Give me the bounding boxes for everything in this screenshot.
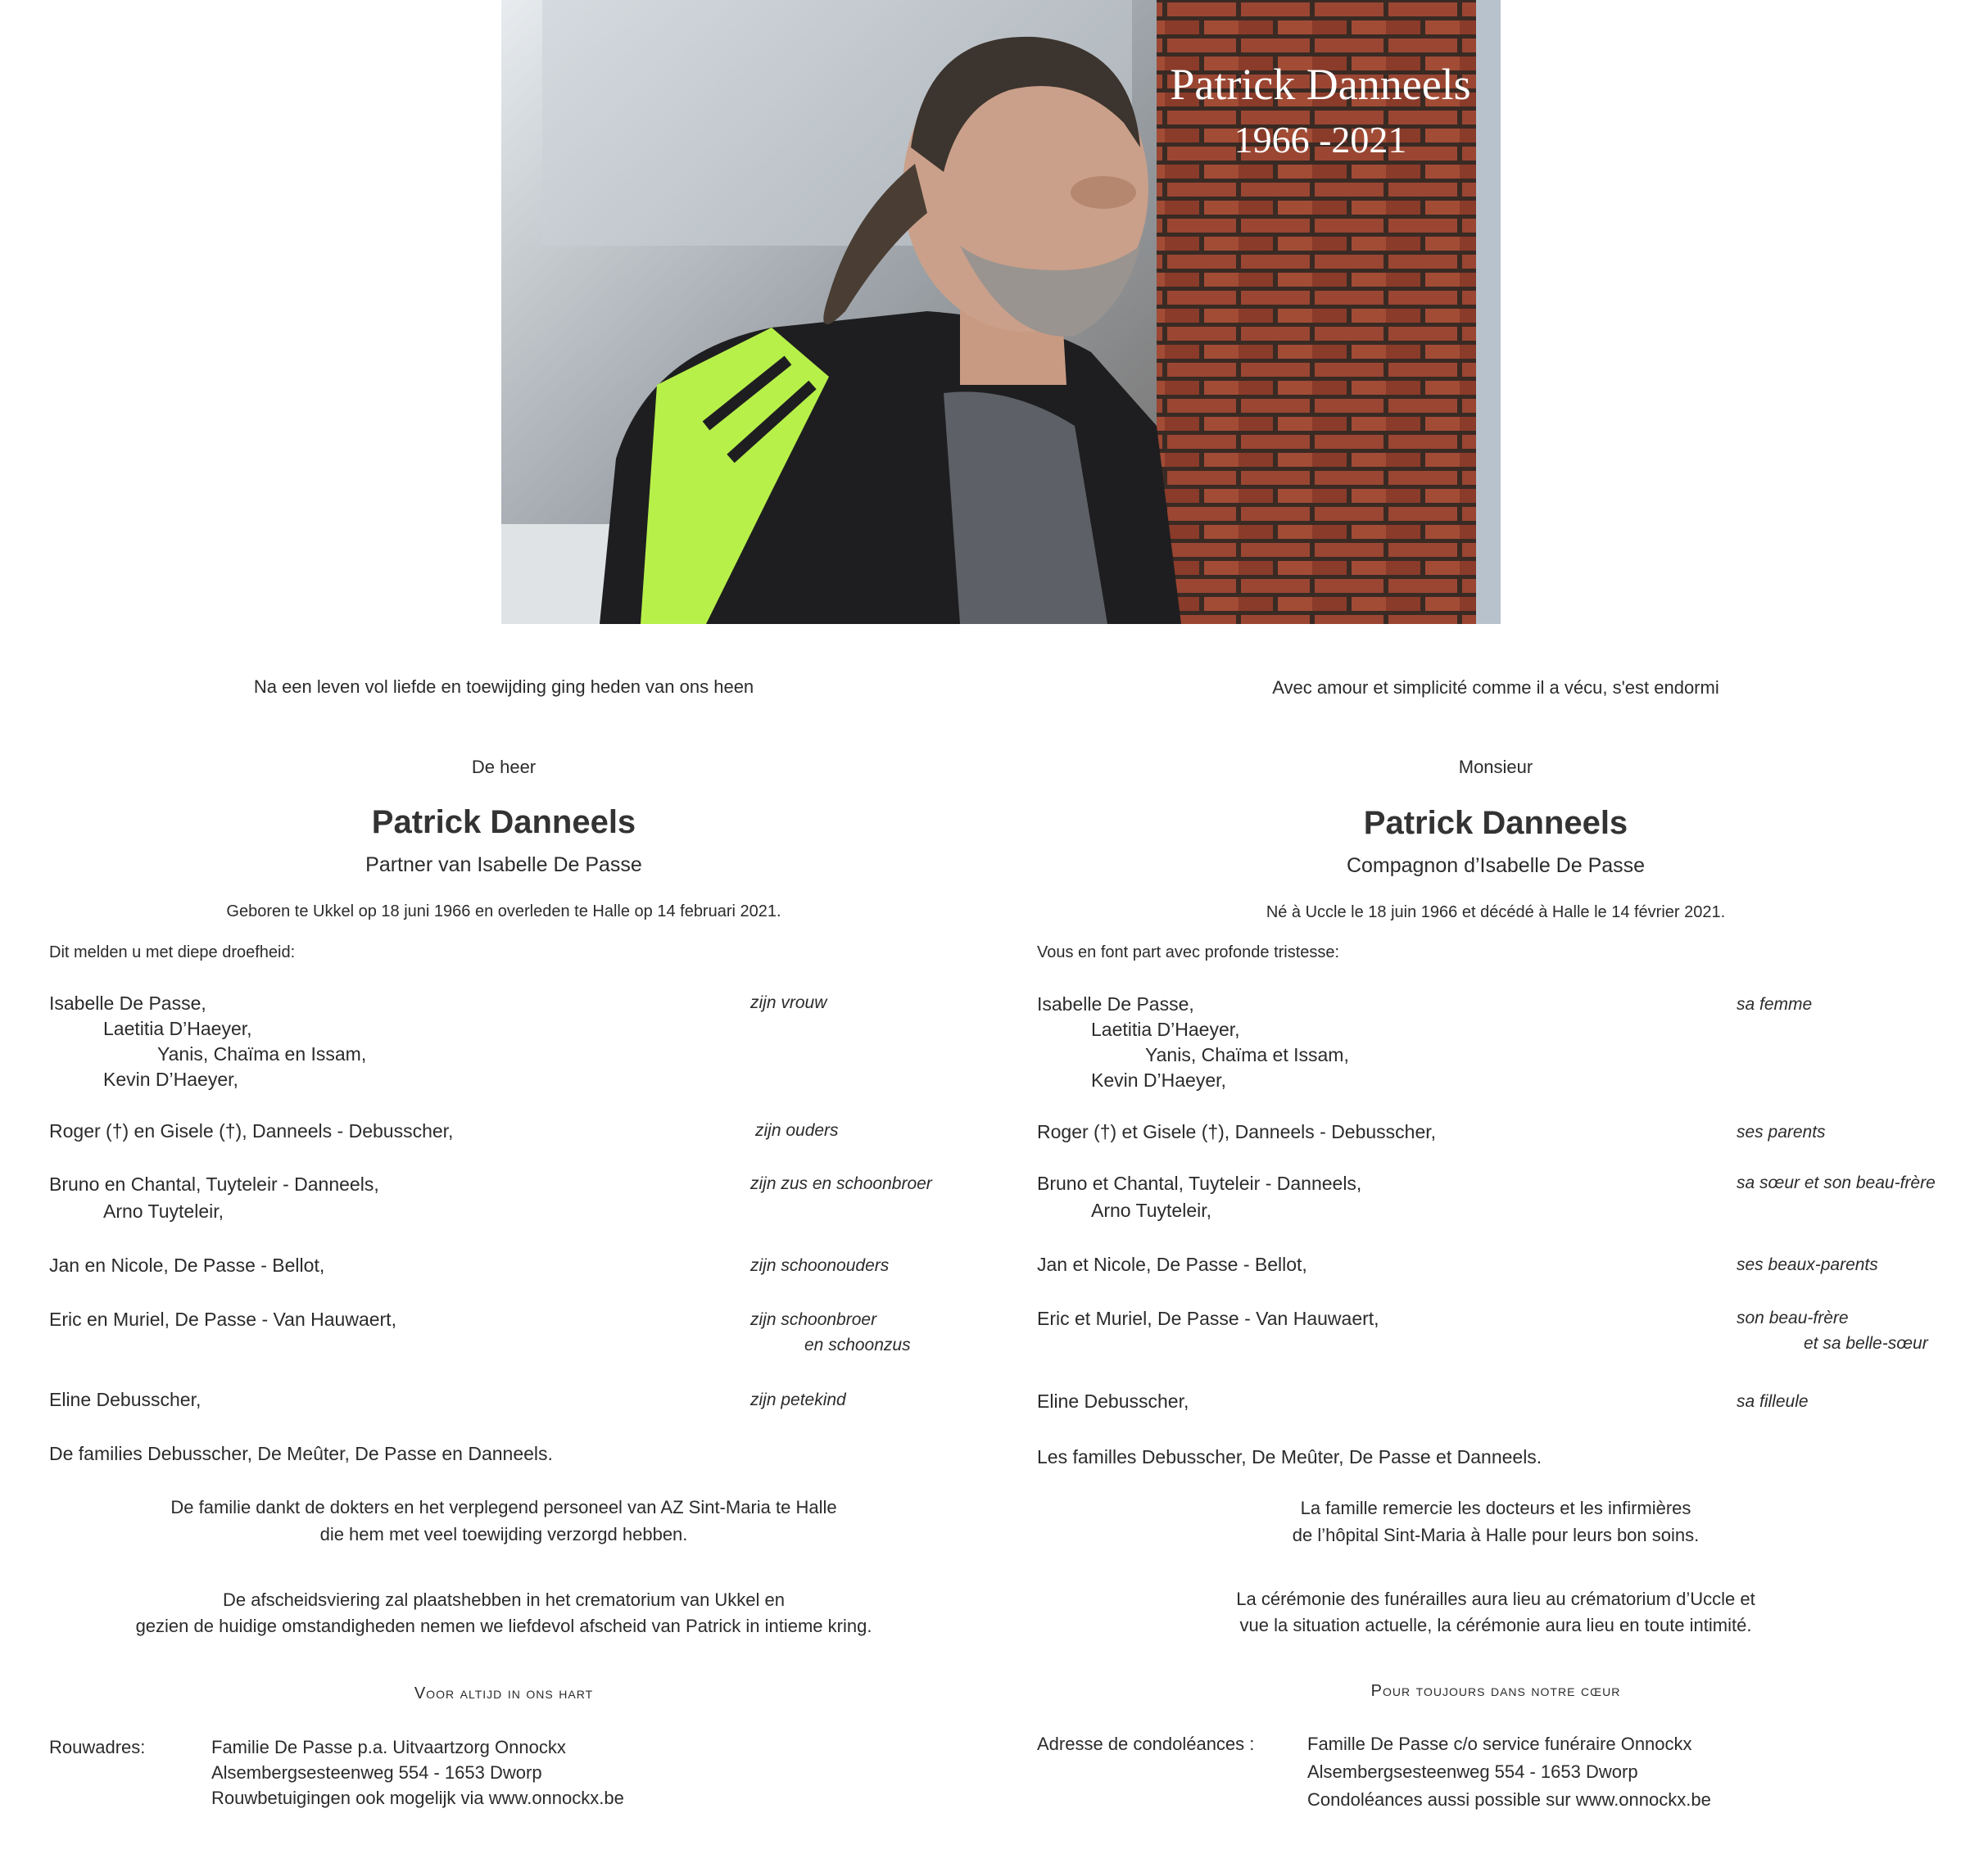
address-line: Alsembergsesteenweg 554 - 1653 Dworp xyxy=(1307,1761,1638,1782)
address-line: Famille De Passe c/o service funéraire Onnockx xyxy=(1307,1734,1692,1754)
intro-text: Avec amour et simplicité comme il a vécu, s'est endormi xyxy=(1272,677,1719,698)
relation-label: zijn ouders xyxy=(755,1121,839,1140)
thanks-line: De familie dankt de dokters en het verplegend personeel van AZ Sint-Maria te Halle xyxy=(170,1497,837,1517)
intro-text: Na een leven vol liefde en toewijding ging heden van ons heen xyxy=(253,676,754,697)
family-line: Yanis, Chaïma en Issam, xyxy=(157,1043,367,1065)
relation-label: en schoonzus xyxy=(804,1336,911,1354)
family-line: Arno Tuyteleir, xyxy=(103,1201,224,1222)
relation-label: sa filleule xyxy=(1737,1392,1809,1411)
relation-label: et sa belle-sœur xyxy=(1804,1334,1928,1353)
announce-line: Dit melden u met diepe droefheid: xyxy=(49,943,296,961)
thanks-line: La famille remercie les docteurs et les infirmières xyxy=(1300,1498,1691,1518)
photo-years: 1966 -2021 xyxy=(1234,118,1407,161)
families-line: De families Debusscher, De Meûter, De Passe en Danneels. xyxy=(49,1443,553,1464)
relation-label: sa sœur et son beau-frère xyxy=(1737,1173,1936,1192)
relation-label: ses beaux-parents xyxy=(1737,1255,1878,1274)
ceremony-line: De afscheidsviering zal plaatshebben in het crematorium van Ukkel en xyxy=(222,1589,786,1610)
family-line: Isabelle De Passe, xyxy=(1037,993,1194,1015)
address-line: Alsembergsesteenweg 554 - 1653 Dworp xyxy=(211,1762,542,1783)
thanks-line: die hem met veel toewijding verzorgd hebben. xyxy=(319,1524,688,1544)
family-line: Bruno en Chantal, Tuyteleir - Danneels, xyxy=(49,1173,379,1195)
address-label: Rouwadres: xyxy=(49,1737,146,1757)
family-line: Isabelle De Passe, xyxy=(49,993,206,1014)
deceased-name: Patrick Danneels xyxy=(371,804,636,840)
deceased-name: Patrick Danneels xyxy=(1363,805,1628,841)
salutation: De heer xyxy=(471,757,537,777)
families-line: Les familles Debusscher, De Meûter, De Passe et Danneels. xyxy=(1037,1446,1542,1467)
family-line: Kevin D’Haeyer, xyxy=(103,1069,238,1090)
column-french xyxy=(1037,0,1971,1854)
family-line: Yanis, Chaïma et Issam, xyxy=(1145,1044,1349,1065)
family-line: Eric et Muriel, De Passe - Van Hauwaert, xyxy=(1037,1308,1379,1329)
relation-label: son beau-frère xyxy=(1737,1309,1849,1327)
family-line: Bruno et Chantal, Tuyteleir - Danneels, xyxy=(1037,1173,1362,1194)
ceremony-line: gezien de huidige omstandigheden nemen we liefdevol afscheid van Patrick in intieme kring. xyxy=(135,1616,872,1636)
address-line: Condoléances aussi possible sur www.onnockx.be xyxy=(1307,1789,1711,1810)
relation-label: zijn schoonouders xyxy=(750,1256,890,1275)
relation-label: ses parents xyxy=(1737,1123,1826,1142)
ceremony-line: La cérémonie des funérailles aura lieu au crématorium d’Uccle et xyxy=(1236,1589,1755,1609)
relation-label: zijn schoonbroer xyxy=(750,1310,877,1329)
relation-label: sa femme xyxy=(1737,995,1813,1014)
salutation: Monsieur xyxy=(1458,757,1533,777)
family-line: Eline Debusscher, xyxy=(1037,1390,1189,1412)
photo-name: Patrick Danneels xyxy=(1170,60,1471,109)
family-line: Laetitia D’Haeyer, xyxy=(1091,1019,1240,1040)
relation-label: zijn vrouw xyxy=(750,993,827,1012)
address-label: Adresse de condoléances : xyxy=(1037,1734,1255,1754)
thanks-line: de l’hôpital Sint-Maria à Halle pour leurs bon soins. xyxy=(1292,1525,1700,1545)
column-dutch xyxy=(49,0,958,1854)
family-line: Eric en Muriel, De Passe - Van Hauwaert, xyxy=(49,1309,396,1330)
announce-line: Vous en font part avec profonde tristesse: xyxy=(1037,943,1340,961)
family-line: Arno Tuyteleir, xyxy=(1091,1200,1212,1221)
address-line: Rouwbetuigingen ook mogelijk via www.onnockx.be xyxy=(211,1788,624,1808)
family-line: Jan en Nicole, De Passe - Bellot, xyxy=(49,1255,325,1276)
relation-label: zijn zus en schoonbroer xyxy=(750,1174,932,1193)
family-line: Eline Debusscher, xyxy=(49,1389,202,1410)
partner-line: Compagnon d’Isabelle De Passe xyxy=(1346,854,1646,877)
relation-label: zijn petekind xyxy=(750,1390,846,1409)
family-line: Kevin D’Haeyer, xyxy=(1091,1069,1226,1091)
birth-death-line: Né à Uccle le 18 juin 1966 et décédé à Halle le 14 février 2021. xyxy=(1266,903,1726,921)
family-line: Roger (†) en Gisele (†), Danneels - Debusscher, xyxy=(49,1120,454,1142)
family-line: Laetitia D’Haeyer, xyxy=(103,1018,252,1039)
birth-death-line: Geboren te Ukkel op 18 juni 1966 en overleden te Halle op 14 februari 2021. xyxy=(226,902,781,920)
family-line: Roger (†) et Gisele (†), Danneels - Debusscher, xyxy=(1037,1121,1437,1142)
family-line: Jan et Nicole, De Passe - Bellot, xyxy=(1037,1254,1307,1275)
partner-line: Partner van Isabelle De Passe xyxy=(365,853,642,876)
address-line: Familie De Passe p.a. Uitvaartzorg Onnockx xyxy=(211,1737,566,1757)
motto: Voor altijd in ons hart xyxy=(414,1684,594,1703)
motto: Pour toujours dans notre cœur xyxy=(1370,1682,1621,1700)
ceremony-line: vue la situation actuelle, la cérémonie aura lieu en toute intimité. xyxy=(1239,1615,1752,1635)
